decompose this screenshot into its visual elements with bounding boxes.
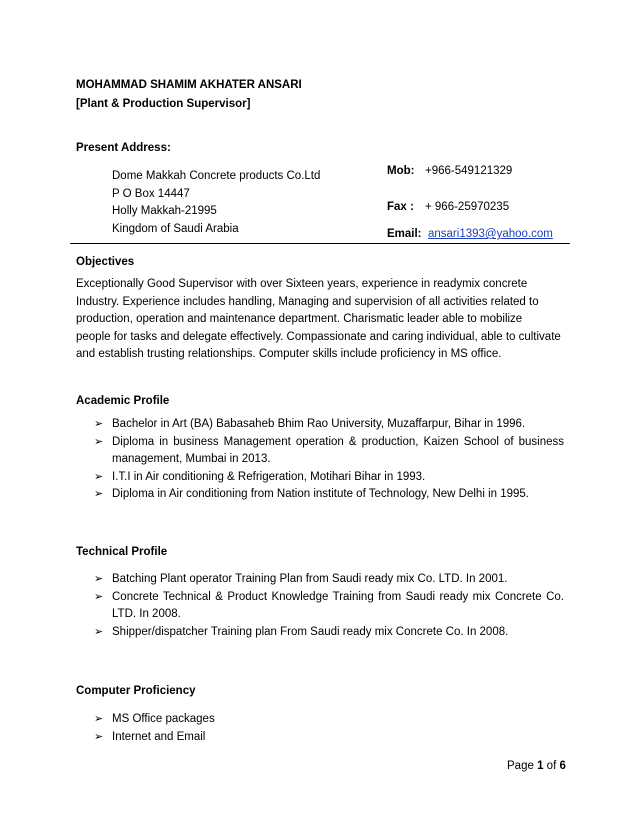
of-word: of (546, 760, 557, 772)
arrow-bullet-icon: ➢ (94, 713, 104, 725)
objectives-paragraph (76, 276, 562, 364)
objectives-line (76, 276, 562, 294)
mob-value: +966-549121329 (425, 165, 513, 177)
academic-heading: Academic Profile (76, 395, 170, 407)
page-total: 6 (559, 760, 566, 772)
fax-value: + 966-25970235 (425, 201, 510, 213)
list-item: ➢ Concrete Technical & Product Knowledge Training from Saudi ready mix Concrete Co. LTD. In 2008. (94, 590, 564, 621)
address-line: Dome Makkah Concrete products Co.Ltd (112, 170, 321, 182)
applicant-role: [Plant & Production Supervisor] (76, 98, 251, 110)
arrow-bullet-icon: ➢ (94, 470, 104, 483)
arrow-bullet-icon: ➢ (94, 573, 104, 585)
address-line: P O Box 14447 (112, 187, 190, 200)
list-item: ➢ Internet and Email (94, 729, 564, 747)
page-number (507, 760, 566, 772)
objectives-line: Industry. Experience includes handling, Managing and supervision of all activities related to (76, 295, 539, 308)
arrow-bullet-icon: ➢ (94, 590, 104, 603)
objectives-text: Exceptionally Good Supervisor with over Sixteen years, experience in readymix concrete (76, 278, 528, 290)
fax-label: Fax : (387, 201, 414, 213)
email-link[interactable]: ansari1393@yahoo.com (428, 228, 553, 240)
list-item: ➢ Bachelor in Art (BA) Babasaheb Bhim Rao University, Muzaffarpur, Bihar in 1996. (94, 416, 564, 434)
list-item: ➢ Diploma in business Management operation & production, Kaizen School of business management, Mumbai in 2013. (94, 435, 564, 466)
mob-label: Mob: (387, 165, 415, 177)
technical-heading: Technical Profile (76, 546, 168, 558)
computer-heading: Computer Proficiency (76, 685, 196, 697)
academic-list (94, 416, 564, 504)
applicant-name: MOHAMMAD SHAMIM AKHATER ANSARI (76, 79, 302, 91)
technical-list (94, 571, 564, 641)
arrow-bullet-icon: ➢ (94, 435, 104, 448)
address-line: Holly Makkah-21995 (112, 205, 217, 218)
address-block (112, 168, 320, 238)
list-item: ➢ Batching Plant operator Training Plan from Saudi ready mix Co. LTD. In 2001. (94, 571, 564, 589)
list-item: ➢ Shipper/dispatcher Training plan From Saudi ready mix Concrete Co. In 2008. (94, 624, 564, 642)
arrow-bullet-icon: ➢ (94, 418, 104, 430)
arrow-bullet-icon: ➢ (94, 488, 104, 501)
present-address-label: Present Address: (76, 142, 171, 154)
address-line: Kingdom of Saudi Arabia (112, 222, 239, 235)
page-current: 1 (537, 760, 544, 772)
computer-list (94, 711, 564, 746)
objectives-heading: Objectives (76, 256, 135, 268)
list-item: ➢ I.T.I in Air conditioning & Refrigeration, Motihari Bihar in 1993. (94, 469, 564, 487)
arrow-bullet-icon: ➢ (94, 730, 104, 743)
header-divider (70, 243, 570, 244)
page-word: Page (507, 760, 534, 772)
objectives-line: people for tasks and delegate effectively. Compassionate and caring individual, able to cultivate (76, 330, 561, 343)
list-item: ➢ Diploma in Air conditioning from Nation institute of Technology, New Delhi in 1995. (94, 486, 564, 504)
list-item: ➢ MS Office packages (94, 711, 564, 729)
objectives-line: and establish trusting relationships. Computer skills include proficiency in MS office. (76, 348, 502, 361)
arrow-bullet-icon: ➢ (94, 625, 104, 638)
objectives-line: production, operation and maintenance department. Charismatic leader able to mobilize (76, 313, 523, 326)
email-label: Email: (387, 228, 422, 240)
